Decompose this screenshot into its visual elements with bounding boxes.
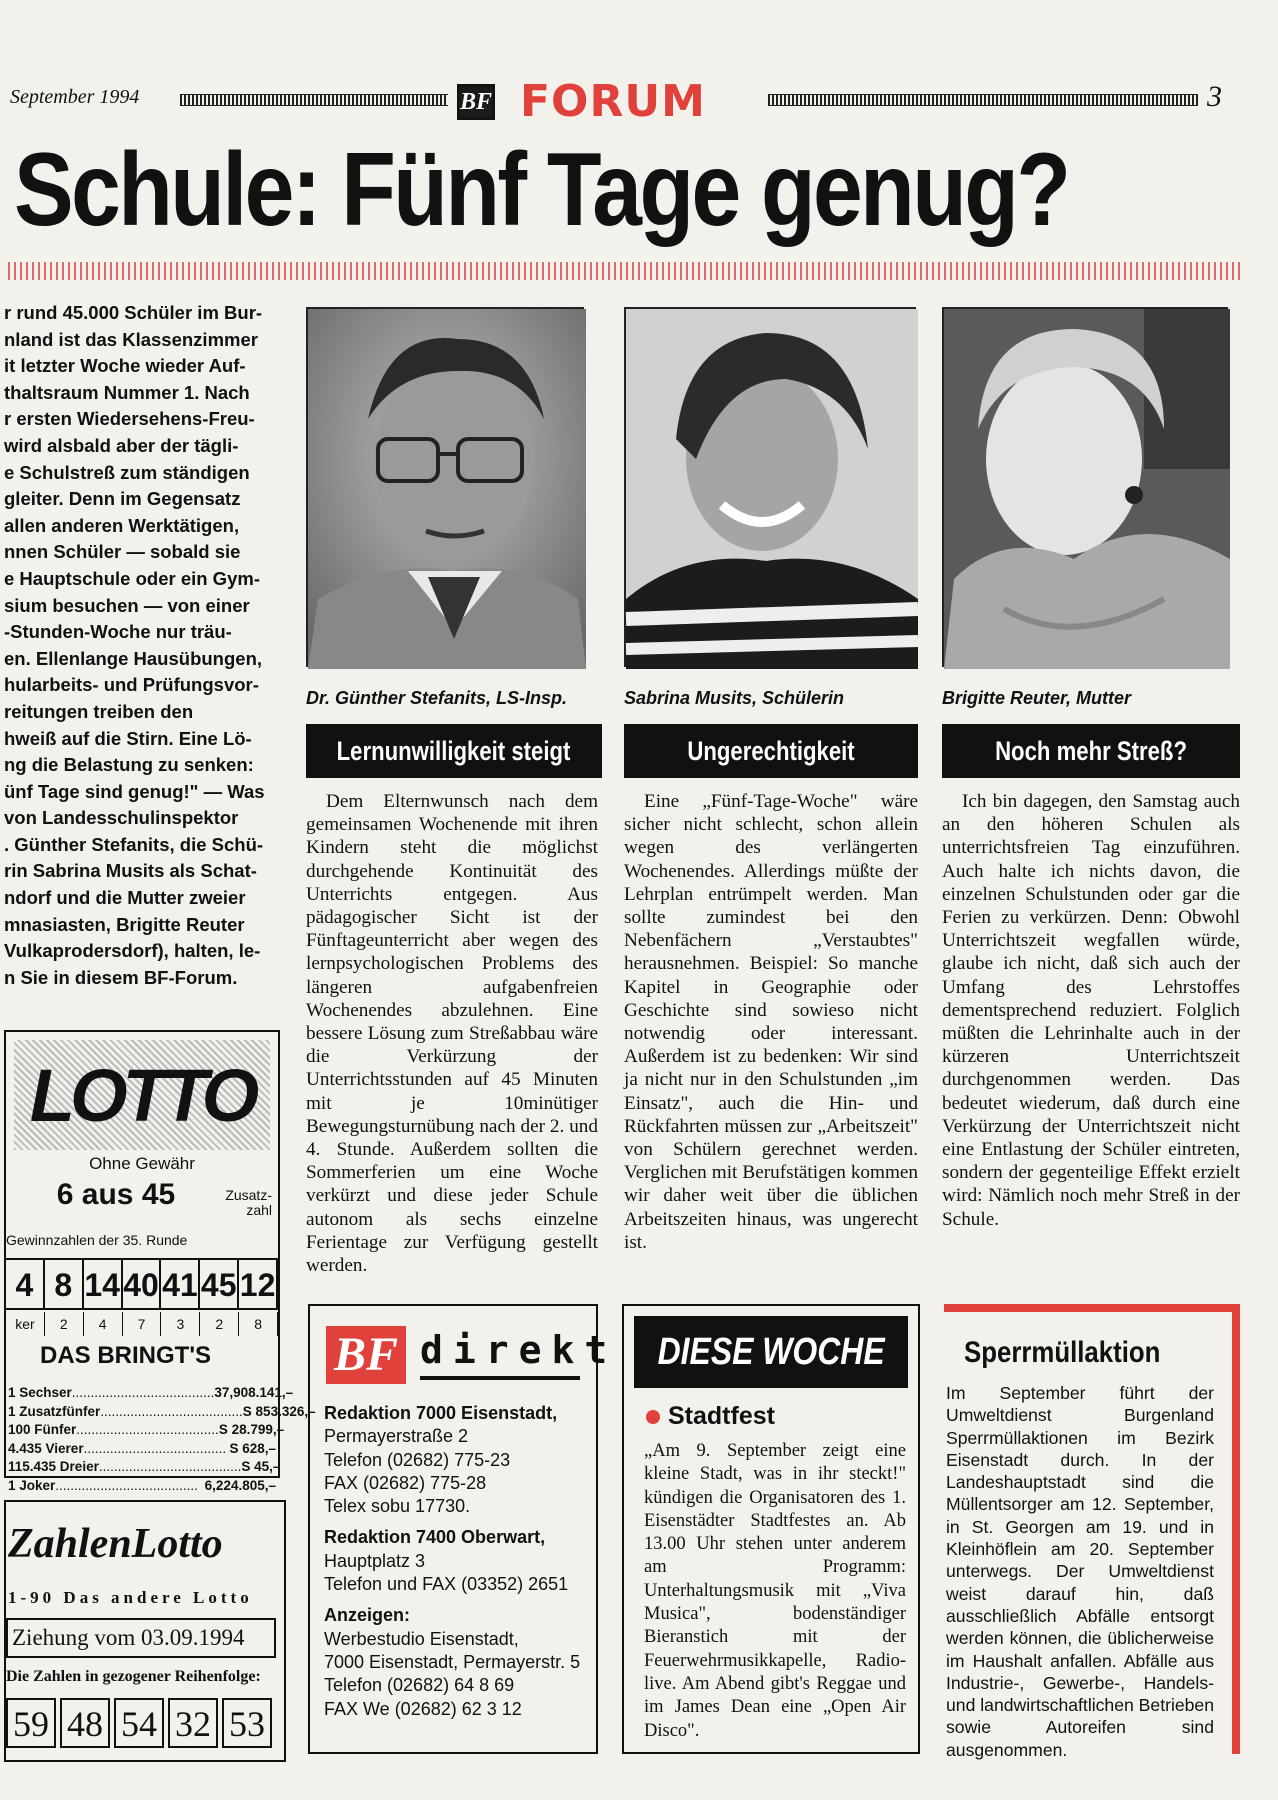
contact-line: Telefon (02682) 64 8 69 [324, 1675, 515, 1696]
contact-line: Werbestudio Eisenstadt, [324, 1628, 519, 1649]
lotto-disclaimer: Ohne Gewähr [89, 1154, 195, 1173]
lotto-numbers [6, 1258, 278, 1310]
zahlenlotto-box [4, 1500, 286, 1762]
lotto-zusatz-label: Zusatz- zahl [225, 1187, 272, 1218]
contact-line: FAX We (02682) 62 3 12 [324, 1698, 522, 1719]
lotto-payout-amount: 6,224.805,– [204, 1477, 276, 1493]
zahlenlotto-number: 48 [60, 1698, 110, 1748]
zahlenlotto-number: 32 [168, 1698, 218, 1748]
page-number: 3 [1207, 80, 1222, 113]
contact-line [324, 1596, 594, 1604]
intro-line: von Landesschulinspektor [4, 807, 239, 829]
lotto-payout-amount: S 853.326,– [242, 1403, 316, 1419]
header-rule-left [180, 94, 448, 106]
lotto-payout-amount: S 45,– [241, 1459, 281, 1474]
leader-dots: ...................................... [98, 1459, 242, 1474]
lotto-sub-cell: 3 [161, 1312, 200, 1336]
sperrmuell-title: Sperrmüllaktion [964, 1336, 1161, 1369]
zahlenlotto-numbers [6, 1698, 272, 1748]
leader-dots: ...................................... [83, 1440, 227, 1456]
intro-line: hweiß auf die Stirn. Eine Lö- [4, 727, 252, 749]
photo-sabrina-musits [624, 307, 916, 667]
zahlenlotto-label: Die Zahlen in gezogener Reihenfolge: [6, 1668, 261, 1685]
intro-line: en. Ellenlange Hausübungen, [4, 647, 263, 669]
bf-direkt-contacts [324, 1402, 594, 1721]
lotto-payout-label: 115.435 Dreier [8, 1459, 99, 1474]
lotto-sub-cell: 2 [45, 1312, 84, 1336]
banner-lernunwilligkeit: Lernunwilligkeit steigt [306, 724, 602, 778]
diese-woche-box [622, 1304, 920, 1754]
contact-line: Permayerstraße 2 [324, 1426, 469, 1447]
zahlenlotto-title: ZahlenLotto [8, 1521, 223, 1567]
intro-line: it letzter Woche wieder Auf- [4, 355, 246, 377]
intro-text [4, 300, 282, 991]
contact-line: FAX (02682) 775-28 [324, 1472, 487, 1493]
zahlenlotto-number: 59 [6, 1698, 56, 1748]
caption-musits: Sabrina Musits, Schülerin [624, 688, 845, 708]
article-musits: Eine „Fünf-Tage-Woche" wäre sicher nicht schlecht, schon allein wegen des verlängerten Wochenendes. Allerdings müßte der Lehrplan entrümpelt werden. Man sollte zumindest bei den Nebenfächern „Verstaubtes" herausnehmen. Beispiel: So manche Kapitel in Geographie oder Geschichte sind sowieso nicht notwendig oder interessant. Außerdem ist zu bedenken: Wir sind ja nicht nur in den Schulstunden „im Einsatz", auch die Hin- und Rückfahrten müssen zur „Arbeitszeit" von Schülern gerechnet werden. Verglichen mit Berufstätigen kommen wir daher weit über die üblichen Arbeitszeiten hinaus, was ungerecht ist. [624, 791, 918, 1253]
contact-line [324, 1518, 594, 1526]
intro-line: nnen Schüler — sobald sie [4, 541, 241, 563]
lotto-payout-amount: S 628,– [229, 1440, 276, 1456]
lotto-payout-amount: 37,908.141,– [214, 1385, 294, 1400]
headline-rule [8, 262, 1240, 280]
lotto-payout-row [8, 1421, 285, 1440]
intro-line: sium besuchen — von einer [4, 594, 250, 616]
banner-noch-mehr-stress: Noch mehr Streß? [942, 724, 1240, 778]
contact-line: Telefon und FAX (03352) 2651 [324, 1574, 569, 1595]
article-reuter: Ich bin dagegen, den Samstag auch an den höheren Schulen als unterrichtsfreien Tag einzuführen. Auch halte ich nichts davon, die einzelnen Schulstunden oder gar die Ferien zu verkürzen. Denn: Obwohl Unterrichtszeit wegfallen würde, glaube ich nicht, daß sich auch der Umfang des Lehrstoffes dementsprechend reduziert. Folglich müßten die Lehrinhalte auch in der kürzeren Unterrichtszeit durchgenommen werden. Das bedeutet wiederum, daß durch eine Verkürzung der Unterrichtszeit nicht eine Entlastung der Schüler eintreten, sondern der gegenteilige Effekt erzielt wird: Nämlich noch mehr Streß in der Schule. [942, 791, 1240, 1230]
intro-line: nland ist das Klassenzimmer [4, 328, 258, 350]
contact-line: Redaktion 7000 Eisenstadt, [324, 1403, 558, 1423]
photo-guenther-stefanits [306, 307, 584, 667]
lotto-sub-cell: ker [6, 1312, 45, 1336]
intro-line: r rund 45.000 Schüler im Bur- [4, 302, 263, 323]
header-rule-right [768, 94, 1198, 106]
leader-dots: ...................................... [76, 1422, 219, 1437]
intro-line: reitungen treiben den [4, 700, 194, 722]
contact-line: Telefon (02682) 775-23 [324, 1449, 511, 1470]
zahlenlotto-subtitle: 1-90 Das andere Lotto [8, 1588, 253, 1607]
intro-line: hularbeits- und Prüfungsvor- [4, 674, 259, 696]
intro-line: ünf Tage sind genug!" — Was [4, 780, 265, 802]
lotto-box [4, 1030, 316, 1493]
lotto-payout-label: 4.435 Vierer [8, 1440, 84, 1456]
sperrmuell-box [944, 1304, 1240, 1760]
intro-line: . Günther Stefanits, die Schü- [4, 833, 264, 855]
lotto-zusatzzahl: 12 [239, 1258, 278, 1310]
leader-dots: ...................................... [71, 1385, 215, 1400]
leader-dots: ...................................... [100, 1403, 243, 1419]
lotto-number: 41 [161, 1258, 200, 1310]
lotto-payout-row [8, 1458, 281, 1477]
intro-line: e Schulstreß zum ständigen [4, 461, 250, 483]
lotto-sub-cell: 8 [239, 1312, 278, 1336]
lotto-payouts-title: DAS BRINGT'S [40, 1342, 212, 1369]
lotto-number: 14 [84, 1258, 123, 1310]
intro-line: allen anderen Werktätigen, [4, 514, 240, 536]
bullet-icon [646, 1410, 660, 1424]
lotto-sub-cell: 4 [84, 1312, 123, 1336]
lotto-payout-label: 1 Joker [8, 1477, 56, 1493]
lotto-payouts [8, 1384, 316, 1495]
lotto-number: 4 [6, 1258, 45, 1310]
lotto-number: 45 [200, 1258, 239, 1310]
contact-line: Hauptplatz 3 [324, 1550, 426, 1571]
zahlenlotto-number: 53 [222, 1698, 272, 1748]
sperrmuell-text: Im September führt der Umweltdienst Burgenland Sperrmüllaktionen im Bezirk Eisenstadt durch. In der Landeshauptstadt sind die Müllentsorger am 12. September, in St. Georgen am 19. und in Kleinhöflein am 20. September unterwegs. Der Umweltdienst weist darauf hin, daß ausschließlich Abfälle entsorgt werden können, die üblicherweise im Haushalt anfallen. Abfälle aus Industrie-, Gewerbe-, Handels- und landwirtschaftlichen Betrieben sowie Autoreifen sind ausgenommen. [946, 1383, 1214, 1760]
zahlenlotto-draw-date: Ziehung vom 03.09.1994 [6, 1618, 276, 1658]
stadtfest-heading: Stadtfest [646, 1402, 775, 1431]
contact-line: Redaktion 7400 Oberwart, [324, 1527, 546, 1548]
article-stefanits: Dem Elternwunsch nach dem gemeinsamen Wochenende mit ihren Kindern steht die möglichst durchgehende Kontinuität des Unterrichts entgegen. Aus pädagogischer Sicht ist der Fünftageunterricht aber wegen des lernpsychologischen Problems des längeren aufgabenfreien Wochenendes abzulehnen. Eine bessere Lösung zum Streßabbau wäre die Verkürzung der Unterrichtsstunden auf 45 Minuten mit je 10minütiger Bewegungsturnübung nach der 2. und 4. Stunde. Außerdem sollten die Sommerferien um eine Woche verkürzt und diese jeder Schule autonom als sechs einzelne Ferientage zur Verfügung gestellt werden. [306, 791, 598, 1277]
intro-line: -Stunden-Woche nur träu- [4, 621, 232, 643]
contact-line: 7000 Eisenstadt, Permayerstr. 5 [324, 1651, 581, 1672]
lotto-payout-row [8, 1403, 316, 1422]
bf-direkt-rule [420, 1376, 580, 1380]
contact-line: Telex sobu 17730. [324, 1496, 471, 1517]
lotto-number: 8 [45, 1258, 84, 1310]
intro-line: ndorf und die Mutter zweier [4, 887, 246, 909]
lotto-payout-label: 1 Sechser [8, 1385, 72, 1400]
lotto-payout-row [8, 1440, 276, 1459]
intro-line: ng die Belastung zu senken: [4, 754, 254, 776]
lotto-logo: LOTTO [14, 1040, 270, 1150]
lotto-payout-label: 100 Fünfer [8, 1422, 77, 1437]
intro-line: n Sie in diesem BF-Forum. [4, 966, 238, 988]
intro-line: mnasiasten, Brigitte Reuter [4, 913, 245, 935]
zahlenlotto-number: 54 [114, 1698, 164, 1748]
intro-line: wird alsbald aber der tägli- [4, 434, 239, 456]
stadtfest-text: „Am 9. September zeigt eine kleine Stadt, was in ihr steckt!" kündigen die Organisatoren des 1. Eisenstädter Stadtfestes an. Ab 13.00 Uhr stehen unter anderem am Programm: Unterhaltungsmusik mit „Viva Musica", bodenständiger Bieranstich mit der Feuerwehrmusikkapelle, Radio-live. Am Abend gibt's Reggae und im James Dean eine „Open Air Disco". [644, 1441, 906, 1741]
lotto-payout-row [8, 1384, 294, 1403]
bf-logo: BF [457, 84, 495, 120]
photo-brigitte-reuter [942, 307, 1228, 667]
lotto-payout-row [8, 1477, 276, 1496]
bf-direkt-word: direkt [420, 1328, 618, 1372]
lotto-sub-cell: 7 [123, 1312, 162, 1336]
diese-woche-title: DIESE WOCHE [634, 1316, 908, 1388]
lotto-sub-cell: 2 [200, 1312, 239, 1336]
banner-ungerechtigkeit: Ungerechtigkeit [624, 724, 918, 778]
section-title: FORUM [520, 76, 706, 127]
leader-dots: ...................................... [55, 1477, 198, 1493]
intro-line: r ersten Wiedersehens-Freu- [4, 408, 255, 430]
lotto-payout-amount: S 28.799,– [218, 1422, 285, 1437]
contact-line: Anzeigen: [324, 1605, 411, 1626]
intro-line: e Hauptschule oder ein Gym- [4, 567, 260, 589]
lotto-number: 40 [123, 1258, 162, 1310]
headline: Schule: Fünf Tage genug? [14, 132, 1069, 248]
intro-line: thaltsraum Nummer 1. Nach [4, 381, 250, 403]
caption-stefanits: Dr. Günther Stefanits, LS-Insp. [306, 688, 568, 708]
caption-reuter: Brigitte Reuter, Mutter [942, 688, 1132, 708]
lotto-game: 6 aus 45 [56, 1178, 176, 1211]
lotto-sub-row [6, 1312, 278, 1336]
issue-date: September 1994 [10, 86, 140, 108]
intro-line: Vulkaprodersdorf), halten, le- [4, 940, 261, 962]
bf-direkt-logo: BF [326, 1326, 406, 1384]
lotto-round-label: Gewinnzahlen der 35. Runde [6, 1232, 188, 1248]
bf-direkt-box [308, 1304, 618, 1754]
intro-line: rin Sabrina Musits als Schat- [4, 860, 257, 882]
lotto-payout-label: 1 Zusatzfünfer [8, 1403, 101, 1419]
intro-line: gleiter. Denn im Gegensatz [4, 488, 241, 510]
